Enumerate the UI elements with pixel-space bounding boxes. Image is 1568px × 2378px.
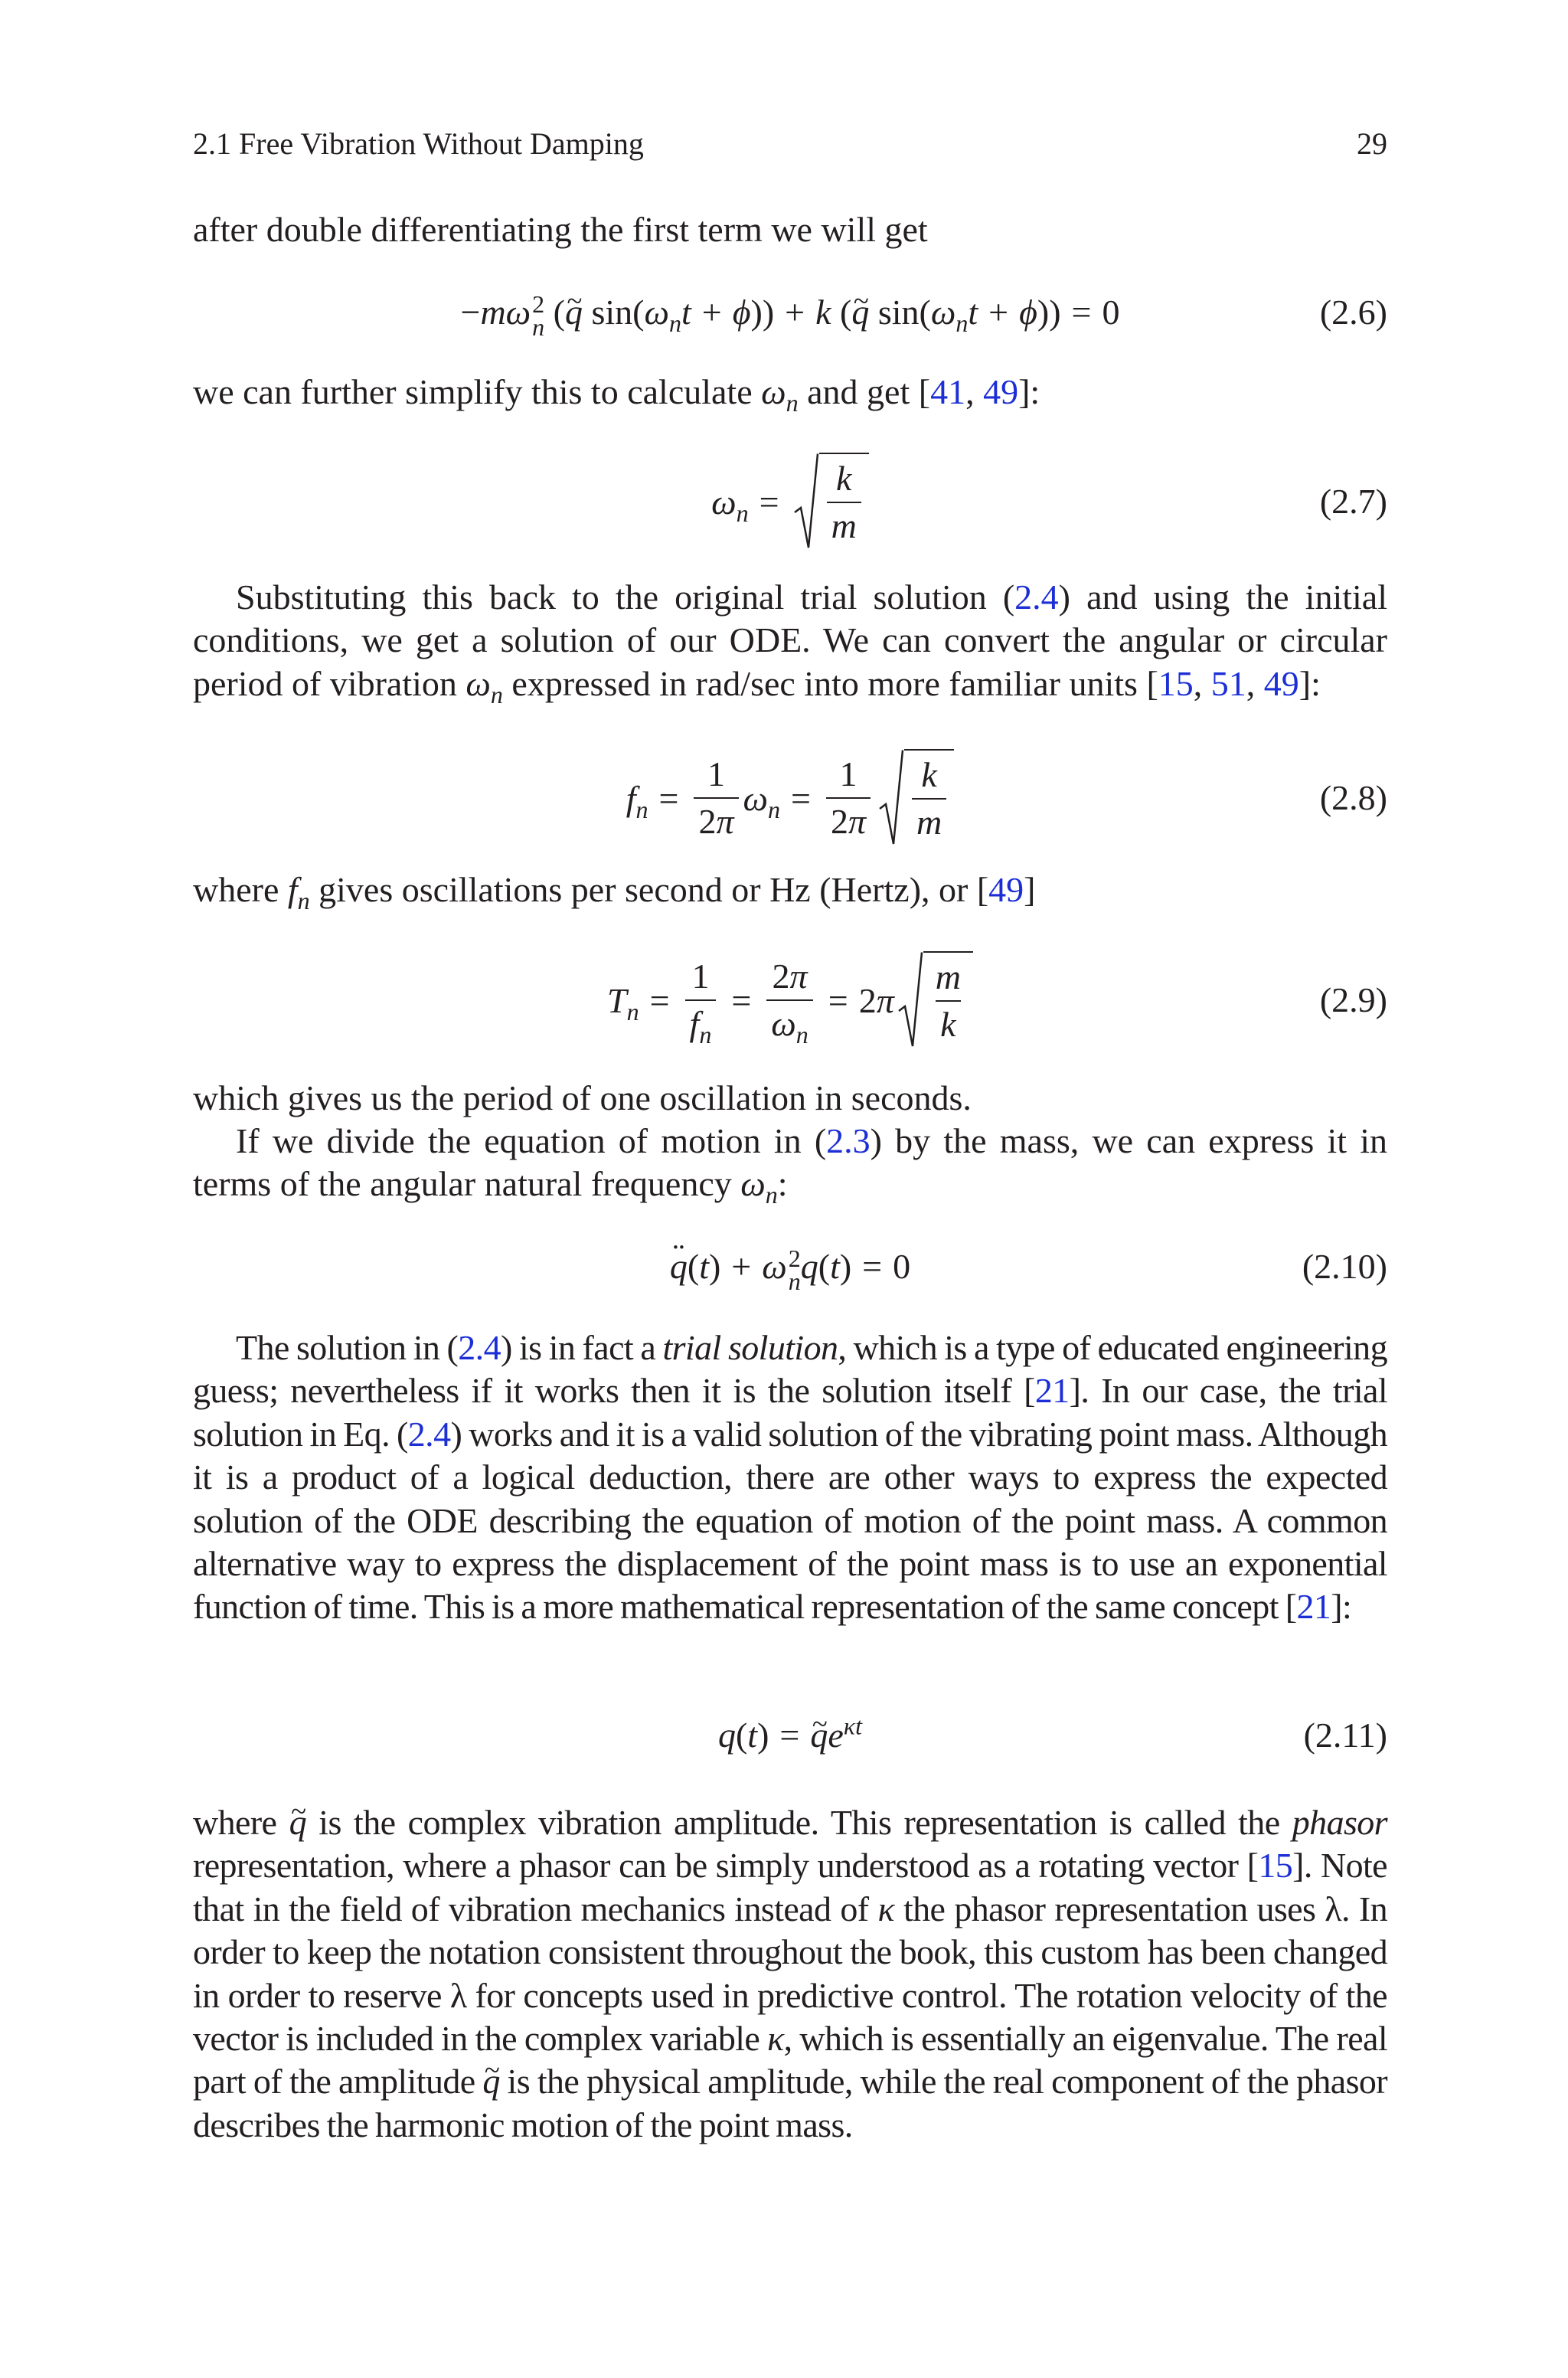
paragraph-7: The solution in (2.4) is in fact a trial solution, which is a type of educated engineering guess; nevertheless if it works then it is the solution itself [21]. In our case, the trial solution in Eq. (2.4) works and it is a valid solution of the vibrating point mass. Although it is a product of a logical deduction, there are other ways to express the expected solution of the ODE describing the equation of motion of the point mass. A common alternative way to express the displacement of the point mass is to use an exponential function of time. This is a more mathematical representation of the same concept [21]: (193, 1328, 1387, 1627)
equation-2-8: $f_n$ = $\frac{1}{2\pi}$ $\omega_n$ = $\frac{1}{2\pi}$ $\frac{k}{m}$ (2.8) (193, 744, 1387, 852)
citation-link[interactable]: 51 (1210, 663, 1246, 703)
equation-2-10: ¨ q(t) + ω 2 n q(t) = 0 (2.10) (193, 1242, 1387, 1291)
equation-2-6: −mω 2 n (~ q $\sin(\omega_nt + \phi)) + k$ (~ q $\sin(\omega_nt + \phi)) = 0$ (2.6) (193, 288, 1387, 337)
equation-2-9: $T_n$ = $\frac{1}{f_n}$ = $\frac{2\pi}{\omega_n}$ = 2 π $\frac{m}{k}$ (2.9) (193, 947, 1387, 1054)
citation-link[interactable]: 49 (983, 372, 1019, 411)
running-head (193, 126, 1387, 162)
paragraph-1: after double differentiating the first term we will get (193, 210, 928, 249)
equation-2-7: $\omega_n$ = $\frac{k}{m}$ (2.7) (193, 452, 1387, 551)
equation-link[interactable]: 2.4 (1014, 577, 1059, 617)
equation-link[interactable]: 2.4 (407, 1414, 451, 1454)
citation-link[interactable]: 21 (1034, 1371, 1070, 1411)
equation-link[interactable]: 2.4 (458, 1328, 501, 1367)
section-title: 2.1 Free Vibration Without Damping (193, 126, 644, 161)
citation-link[interactable]: 41 (930, 372, 966, 411)
paragraph-3: Substituting this back to the original trial solution (2.4) and using the initial conditions, we get a solution of our ODE. We can convert the angular or circular period of vibration $\omega_n$ expressed in rad/sec into more familiar units [15, 51, 49]: (193, 577, 1388, 708)
equation-link[interactable]: 2.3 (826, 1121, 871, 1160)
citation-link[interactable]: 21 (1296, 1587, 1331, 1627)
sqrt-symbol: $\frac{k}{m}$ (878, 749, 954, 847)
citation-link[interactable]: 15 (1258, 1846, 1293, 1886)
sqrt-symbol: $\frac{k}{m}$ (793, 453, 869, 551)
equation-number: (2.11) (1303, 1716, 1387, 1755)
paragraph-2: we can further simplify this to calculate $\omega_n$ and get [41, 49]: (193, 372, 1040, 417)
citation-link[interactable]: 15 (1158, 663, 1194, 703)
page-number: 29 (1357, 126, 1387, 161)
paragraph-5: which gives us the period of one oscillation in seconds. (193, 1078, 972, 1117)
equation-2-11: q(t) =~ $qe^{\kappa t}$ (2.11) (193, 1711, 1387, 1760)
equation-number: (2.10) (1302, 1247, 1387, 1286)
citation-link[interactable]: 49 (988, 870, 1024, 909)
equation-number: (2.9) (1319, 980, 1387, 1019)
paragraph-6: If we divide the equation of motion in (2.3) by the mass, we can express it in terms of the angular natural frequency $\omega_n$: (193, 1121, 1387, 1209)
paragraph-8: where ~ q is the complex vibration amplitude. This representation is called the phasor representation, where a phasor can be simply understood as a rotating vector [15]. Note that in the field of vibration mechanics instead of κ the phasor representation uses λ. In order to keep the notation consistent throughout the book, this custom has been changed in order to reserve λ for concepts used in predictive control. The rotation velocity of the vector is included in the complex variable κ, which is essentially an eigenvalue. The real part of the amplitude ~ q is the physical amplitude, while the real component of the phasor describes the harmonic motion of the point mass. (193, 1801, 1387, 2147)
sqrt-symbol: $\frac{m}{k}$ (897, 951, 973, 1049)
equation-number: (2.7) (1319, 482, 1387, 521)
paragraph-4: where $f_n$ gives oscillations per second or Hz (Hertz), or [49] (193, 870, 1036, 915)
equation-number: (2.8) (1319, 778, 1387, 817)
equation-number: (2.6) (1319, 293, 1387, 332)
citation-link[interactable]: 49 (1263, 663, 1299, 703)
